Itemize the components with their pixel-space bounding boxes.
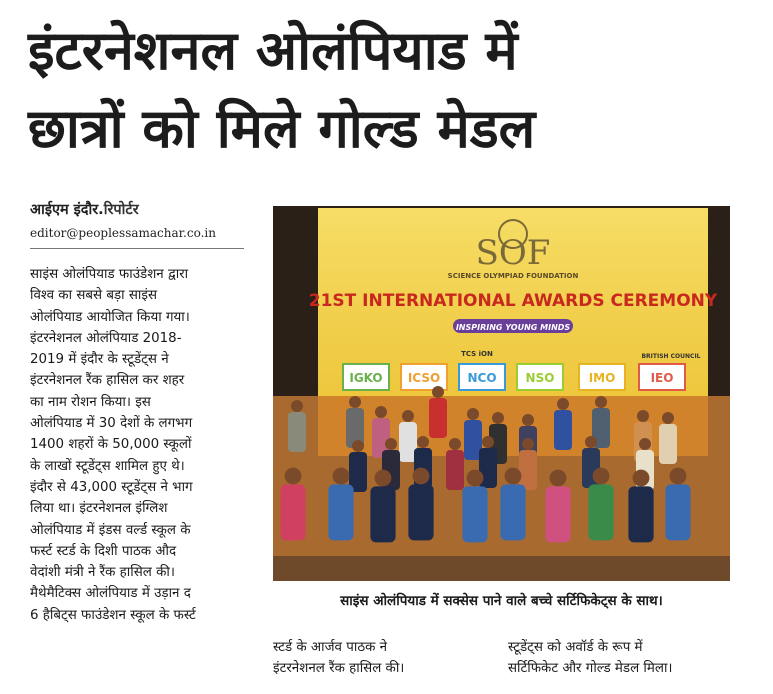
person-head: [522, 438, 534, 450]
person-head: [413, 468, 430, 485]
person-body: [500, 484, 525, 540]
person-head: [633, 470, 650, 487]
person-head: [557, 398, 569, 410]
article-line: साइंस ओलंपियाड फाउंडेशन द्वारा: [30, 267, 189, 282]
person-head: [385, 438, 397, 450]
ceremony-photo: [273, 206, 730, 581]
person-head: [352, 440, 364, 452]
person-head: [505, 468, 522, 485]
sof-logo-subtitle: SCIENCE OLYMPIAD FOUNDATION: [447, 272, 579, 280]
article-line: 1400 शहरों के 50,000 स्कूलों: [30, 437, 192, 453]
ceremony-photo-illustration: [273, 206, 730, 581]
article-line: इंटरनेशनल रैंक हासिल की।: [273, 661, 405, 676]
person-head: [585, 436, 597, 448]
person-head: [550, 470, 567, 487]
sof-logo-text: SOF: [475, 233, 551, 273]
article-line: ओलंपियाड में 30 देशों के लगभग: [30, 416, 193, 432]
headline-line-1: इंटरनेशनल ओलंपियाड में: [28, 19, 518, 82]
person-head: [449, 438, 461, 450]
sponsor-british: BRITISH COUNCIL: [641, 353, 701, 360]
person-body: [408, 484, 433, 540]
person-body: [588, 484, 613, 540]
byline-reporter: रिपोर्टर: [103, 202, 139, 218]
byline-divider: [30, 248, 244, 249]
person-head: [593, 468, 610, 485]
person-body: [628, 486, 653, 542]
photo-caption: साइंस ओलंपियाड में सक्सेस पाने वाले बच्चे सर्टिफिकेट्स के साथ।: [340, 593, 663, 609]
board-label: IMO: [588, 371, 616, 385]
person-body: [554, 410, 572, 450]
person-body: [446, 450, 464, 490]
article-line: ओलंपियाड में इंडस वर्ल्ड स्कूल के: [30, 522, 191, 538]
article-line: 2019 में इंदौर के स्टूडेंट्स ने: [30, 352, 169, 368]
person-head: [349, 396, 361, 408]
person-head: [522, 414, 534, 426]
board-label: NCO: [467, 371, 497, 385]
person-head: [417, 436, 429, 448]
person-head: [595, 396, 607, 408]
article-line: वेदांशी मंत्री ने रैंक हासिल की।: [30, 565, 175, 581]
person-head: [285, 468, 302, 485]
sponsor-tcs: TCS iON: [461, 350, 493, 358]
person-body: [665, 484, 690, 540]
person-head: [639, 438, 651, 450]
person-head: [432, 386, 444, 398]
board-label: IGKO: [349, 371, 383, 385]
article-line: ओलंपियाड आयोजित किया गया।: [30, 309, 190, 325]
article-line: इंटरनेशनल ओलंपियाड 2018-: [30, 330, 182, 346]
byline: [30, 199, 139, 219]
article-line: लिया था। इंटरनेशनल इंग्लिश: [30, 501, 168, 517]
person-head: [402, 410, 414, 422]
person-body: [288, 412, 306, 452]
person-head: [492, 412, 504, 424]
board-label: ICSO: [407, 371, 441, 385]
person-body: [659, 424, 677, 464]
person-head: [467, 408, 479, 420]
person-head: [467, 470, 484, 487]
article-line: इंदौर से 43,000 स्टूडेंट्स ने भाग: [30, 479, 193, 495]
article-column-1: [30, 264, 244, 626]
article-column-3: [508, 637, 730, 679]
person-head: [375, 406, 387, 418]
article-column-2: [273, 637, 495, 679]
person-head: [482, 436, 494, 448]
article-line: फर्स्ट स्टर्ड के दिशी पाठक औद: [30, 543, 177, 559]
board-label: NSO: [525, 371, 555, 385]
person-head: [670, 468, 687, 485]
article-line: मैथेमैटिक्स ओलंपियाड में उड़ान द: [30, 586, 191, 602]
person-head: [637, 410, 649, 422]
article-line: इंटरनेशनल रैंक हासिल कर शहर: [30, 373, 185, 389]
person-body: [280, 484, 305, 540]
article-line: सर्टिफिकेट और गोल्ड मेडल मिला।: [508, 661, 673, 676]
person-body: [370, 486, 395, 542]
byline-email[interactable]: editor@peoplessamachar.co.in: [30, 226, 216, 240]
article-line: विश्व का सबसे बड़ा साइंस: [30, 288, 158, 304]
person-body: [429, 398, 447, 438]
person-head: [662, 412, 674, 424]
person-body: [519, 450, 537, 490]
person-head: [333, 468, 350, 485]
person-body: [545, 486, 570, 542]
banner-title: 21ST INTERNATIONAL AWARDS CEREMONY: [308, 291, 718, 311]
banner-tagline: INSPIRING YOUNG MINDS: [455, 323, 571, 332]
person-body: [328, 484, 353, 540]
article-line: स्टर्ड के आर्जव पाठक ने: [273, 640, 388, 655]
person-head: [375, 470, 392, 487]
article-line: के लाखों स्टूडेंट्स शामिल हुए थे।: [30, 458, 185, 474]
headline-line-2: छात्रों को मिले गोल्ड मेडल: [28, 97, 536, 160]
byline-place: आईएम इंदौर.: [30, 202, 104, 218]
person-head: [291, 400, 303, 412]
article-line: का नाम रोशन किया। इस: [30, 394, 151, 410]
article-line: स्टूडेंट्स को अवॉर्ड के रूप में: [508, 640, 643, 655]
article-line: 6 हैबिट्स फाउंडेशन स्कूल के फर्स्ट: [30, 607, 196, 623]
board-label: IEO: [650, 371, 674, 385]
person-body: [462, 486, 487, 542]
